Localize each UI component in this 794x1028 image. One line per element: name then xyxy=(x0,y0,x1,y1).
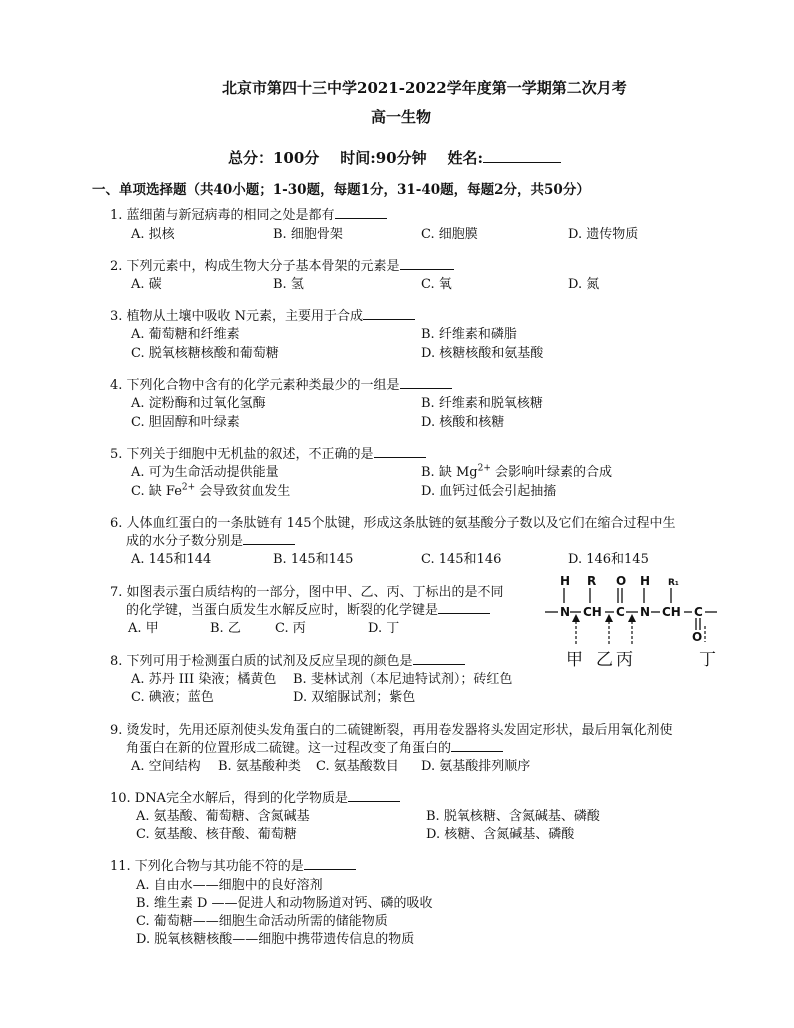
q3-option-d: D. 核糖核酸和氨基酸 xyxy=(421,346,544,361)
q2-option-d: D. 氮 xyxy=(568,277,600,292)
question-6-cont: 成的水分子数分别是 xyxy=(126,530,295,549)
q10-option-c: C. 氨基酸、核苷酸、葡萄糖 xyxy=(136,827,297,842)
q1-option-c: C. 细胞膜 xyxy=(421,227,478,242)
q9-option-b: B. 氨基酸种类 xyxy=(218,759,301,774)
q3-option-a: A. 葡萄糖和纤维素 xyxy=(131,327,240,342)
question-10: 10. DNA完全水解后，得到的化学物质是 xyxy=(110,787,400,806)
q2-option-c: C. 氧 xyxy=(421,277,452,292)
name-blank[interactable] xyxy=(483,150,561,163)
atom-n2: N xyxy=(640,605,651,619)
q2-option-b: B. 氢 xyxy=(273,277,304,292)
q4-option-b: B. 纤维素和脱氧核糖 xyxy=(421,396,543,411)
question-7: 7. 如图表示蛋白质结构的一部分，图中甲、乙、丙、丁标出的是不同 xyxy=(110,585,504,600)
exam-title: 北京市第四十三中学2021-2022学年度第一学期第二次月考 xyxy=(222,79,627,97)
atom-h2: H xyxy=(640,574,651,588)
question-2: 2. 下列元素中，构成生物大分子基本骨架的元素是 xyxy=(110,255,454,274)
q10-option-a: A. 氨基酸、葡萄糖、含氮碱基 xyxy=(136,809,310,824)
question-1: 1. 蓝细菌与新冠病毒的相同之处是都有 xyxy=(110,204,387,223)
q8-option-d: D. 双缩脲试剂；紫色 xyxy=(293,690,416,705)
q11-option-d: D. 脱氧核糖核酸——细胞中携带遗传信息的物质 xyxy=(136,932,415,947)
q5-option-b: B. 缺 $Mg^{2+}$ 会影响叶绿素的合成 xyxy=(421,463,613,480)
atom-n1: N xyxy=(560,605,571,619)
answer-blank[interactable] xyxy=(363,307,415,320)
atom-o2: O xyxy=(692,630,703,644)
q11-option-c: C. 葡萄糖——细胞生命活动所需的储能物质 xyxy=(136,914,388,929)
q3-option-b: B. 纤维素和磷脂 xyxy=(421,327,517,342)
q11-option-b: B. 维生素 D ——促进人和动物肠道对钙、磷的吸收 xyxy=(136,896,433,911)
atom-c2: C xyxy=(694,605,703,619)
subject-title: 高一生物 xyxy=(371,108,432,126)
question-8: 8. 下列可用于检测蛋白质的试剂及反应呈现的颜色是 xyxy=(110,650,465,669)
q8-option-b: B. 斐林试剂（本尼迪特试剂）；砖红色 xyxy=(293,672,513,687)
q10-option-b: B. 脱氧核糖、含氮碱基、磷酸 xyxy=(426,809,600,824)
answer-blank[interactable] xyxy=(400,257,454,270)
name-label: 姓名: xyxy=(447,149,484,167)
q8-option-a: A. 苏丹 III 染液；橘黄色 xyxy=(131,672,277,687)
q2-option-a: A. 碳 xyxy=(131,277,162,292)
answer-blank[interactable] xyxy=(438,601,490,614)
q4-option-c: C. 胆固醇和叶绿素 xyxy=(131,415,240,430)
q6-option-c: C. 145和146 xyxy=(421,552,502,567)
question-5: 5. 下列关于细胞中无机盐的叙述，不正确的是 xyxy=(110,443,426,462)
question-4: 4. 下列化合物中含有的化学元素种类最少的一组是 xyxy=(110,374,452,393)
atom-h1: H xyxy=(560,574,571,588)
q9-option-c: C. 氨基酸数目 xyxy=(316,759,399,774)
atom-o1: O xyxy=(616,574,627,588)
q5-option-d: D. 血钙过低会引起抽搐 xyxy=(421,484,557,499)
question-3: 3. 植物从土壤中吸收 N元素，主要用于合成 xyxy=(110,305,415,324)
label-bing: 丙 xyxy=(616,650,633,670)
question-7-cont: 的化学键，当蛋白质发生水解反应时，断裂的化学键是 xyxy=(126,599,490,618)
answer-blank[interactable] xyxy=(304,857,356,870)
q3-option-c: C. 脱氧核糖核酸和葡萄糖 xyxy=(131,346,279,361)
answer-blank[interactable] xyxy=(413,652,465,665)
question-9-cont: 角蛋白在新的位置形成二硫键。这一过程改变了角蛋白的 xyxy=(126,737,503,756)
atom-c1: C xyxy=(616,605,625,619)
q10-option-d: D. 核糖、含氮碱基、磷酸 xyxy=(426,827,575,842)
question-11: 11. 下列化合物与其功能不符的是 xyxy=(110,855,356,874)
q4-option-d: D. 核酸和核糖 xyxy=(421,415,505,430)
q1-option-d: D. 遗传物质 xyxy=(568,227,639,242)
q7-option-b: B. 乙 xyxy=(210,621,241,636)
q7-option-d: D. 丁 xyxy=(368,621,400,636)
question-9: 9. 烫发时，先用还原剂使头发角蛋白的二硫键断裂，再用卷发器将头发固定形状，最后用氧化剂使 xyxy=(110,723,673,738)
label-ding: 丁 xyxy=(699,650,716,670)
atom-r: R xyxy=(587,574,597,588)
q5-option-a: A. 可为生命活动提供能量 xyxy=(131,465,279,480)
q6-option-a: A. 145和144 xyxy=(131,552,212,567)
atom-ch2: CH xyxy=(662,605,681,619)
q11-option-a: A. 自由水——细胞中的良好溶剂 xyxy=(136,878,323,893)
atom-ch1: CH xyxy=(583,605,602,619)
q1-option-a: A. 拟核 xyxy=(131,227,175,242)
q4-option-a: A. 淀粉酶和过氧化氢酶 xyxy=(131,396,266,411)
q5-option-c: C. 缺 $Fe^{2+}$ 会导致贫血发生 xyxy=(131,482,291,499)
q9-option-a: A. 空间结构 xyxy=(131,759,201,774)
q7-option-c: C. 丙 xyxy=(275,621,306,636)
atom-r1: R₁ xyxy=(668,578,679,588)
answer-blank[interactable] xyxy=(335,206,387,219)
q1-option-b: B. 细胞骨架 xyxy=(273,227,343,242)
label-yi: 乙 xyxy=(596,650,613,670)
answer-blank[interactable] xyxy=(374,445,426,458)
answer-blank[interactable] xyxy=(400,376,452,389)
q9-option-d: D. 氨基酸排列顺序 xyxy=(421,759,531,774)
answer-blank[interactable] xyxy=(348,789,400,802)
total-score: 总分：100分 xyxy=(228,149,320,167)
question-6: 6. 人体血红蛋白的一条肽链有 145个肽键，形成这条肽链的氨基酸分子数以及它们在缩合过程中生 xyxy=(110,516,676,531)
q6-option-b: B. 145和145 xyxy=(273,552,354,567)
label-jia: 甲 xyxy=(566,650,583,670)
answer-blank[interactable] xyxy=(451,739,503,752)
exam-time: 时间:90分钟 xyxy=(340,149,427,167)
q8-option-c: C. 碘液；蓝色 xyxy=(131,690,214,705)
peptide-structure-diagram xyxy=(545,572,725,672)
section-heading: 一、单项选择题（共40小题；1-30题，每题1分，31-40题，每题2分，共50分） xyxy=(92,182,590,198)
q7-option-a: A. 甲 xyxy=(128,621,159,636)
q6-option-d: D. 146和145 xyxy=(568,552,649,567)
exam-info xyxy=(228,147,561,168)
answer-blank[interactable] xyxy=(243,532,295,545)
